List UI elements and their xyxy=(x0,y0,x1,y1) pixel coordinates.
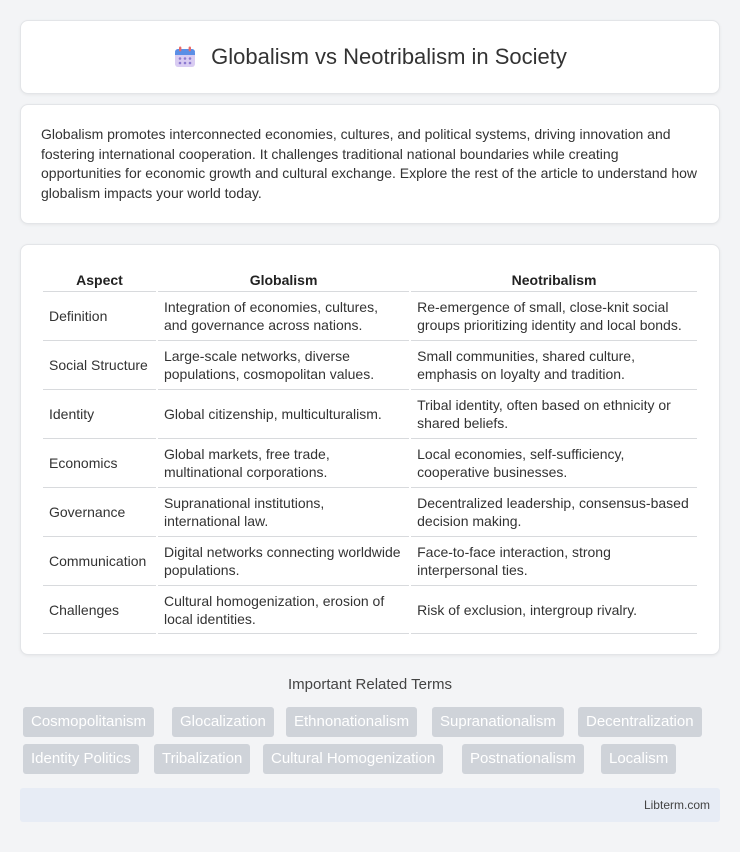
row-aspect: Identity xyxy=(43,389,156,438)
row-neotribalism: Local economies, self-sufficiency, cooperative businesses. xyxy=(411,438,697,487)
intro-text: Globalism promotes interconnected economies, cultures, and political systems, driving innovation and fostering international cooperation. It challenges traditional national boundaries while creating opportunities for economic growth and cultural exchange. Explore the rest of the article to understand how globalism impacts your world today. xyxy=(41,126,698,201)
row-globalism: Cultural homogenization, erosion of local identities. xyxy=(158,585,409,634)
row-neotribalism: Decentralized leadership, consensus-based decision making. xyxy=(411,487,697,536)
table-row xyxy=(43,585,697,634)
row-aspect: Social Structure xyxy=(43,340,156,389)
table-row xyxy=(43,291,697,340)
calendar-icon xyxy=(173,45,197,69)
table-row xyxy=(43,438,697,487)
tag-glocalization[interactable]: Glocalization xyxy=(172,707,274,737)
row-aspect: Definition xyxy=(43,291,156,340)
footer-site-link[interactable]: Libterm.com xyxy=(643,798,710,812)
tag-decentralization[interactable]: Decentralization xyxy=(578,707,702,737)
comparison-table xyxy=(41,265,699,634)
tag-ethnonationalism[interactable]: Ethnonationalism xyxy=(286,707,417,737)
comparison-table-card xyxy=(20,244,720,655)
table-header-row xyxy=(43,265,697,291)
tag-identity-politics[interactable]: Identity Politics xyxy=(23,744,139,774)
title-card xyxy=(20,20,720,94)
row-globalism: Digital networks connecting worldwide populations. xyxy=(158,536,409,585)
row-globalism: Global markets, free trade, multinational corporations. xyxy=(158,438,409,487)
tag-cosmopolitanism[interactable]: Cosmopolitanism xyxy=(23,707,154,737)
row-aspect: Communication xyxy=(43,536,156,585)
row-neotribalism: Tribal identity, often based on ethnicity or shared beliefs. xyxy=(411,389,697,438)
tag-localism[interactable]: Localism xyxy=(601,744,676,774)
page-title: Globalism vs Neotribalism in Society xyxy=(211,44,567,69)
row-neotribalism: Face-to-face interaction, strong interpersonal ties. xyxy=(411,536,697,585)
header-aspect: Aspect xyxy=(76,272,123,288)
row-aspect: Governance xyxy=(43,487,156,536)
row-aspect: Challenges xyxy=(43,585,156,634)
table-row xyxy=(43,536,697,585)
row-neotribalism: Re-emergence of small, close-knit social groups prioritizing identity and local bonds. xyxy=(411,291,697,340)
header-neotribalism: Neotribalism xyxy=(511,272,597,288)
row-neotribalism: Small communities, shared culture, emphasis on loyalty and tradition. xyxy=(411,340,697,389)
table-row xyxy=(43,389,697,438)
table-row xyxy=(43,487,697,536)
row-globalism: Global citizenship, multiculturalism. xyxy=(158,389,409,438)
table-row xyxy=(43,340,697,389)
header-globalism: Globalism xyxy=(249,272,318,288)
row-globalism: Integration of economies, cultures, and governance across nations. xyxy=(158,291,409,340)
row-aspect: Economics xyxy=(43,438,156,487)
intro-card xyxy=(20,104,720,224)
row-globalism: Large-scale networks, diverse populations, cosmopolitan values. xyxy=(158,340,409,389)
tag-supranationalism[interactable]: Supranationalism xyxy=(432,707,564,737)
row-neotribalism: Risk of exclusion, intergroup rivalry. xyxy=(411,585,697,634)
tag-tribalization[interactable]: Tribalization xyxy=(154,744,250,774)
tag-cultural-homogenization[interactable]: Cultural Homogenization xyxy=(263,744,443,774)
footer xyxy=(20,788,720,822)
row-globalism: Supranational institutions, international law. xyxy=(158,487,409,536)
related-terms-title: Important Related Terms xyxy=(288,676,452,693)
tag-postnationalism[interactable]: Postnationalism xyxy=(462,744,584,774)
